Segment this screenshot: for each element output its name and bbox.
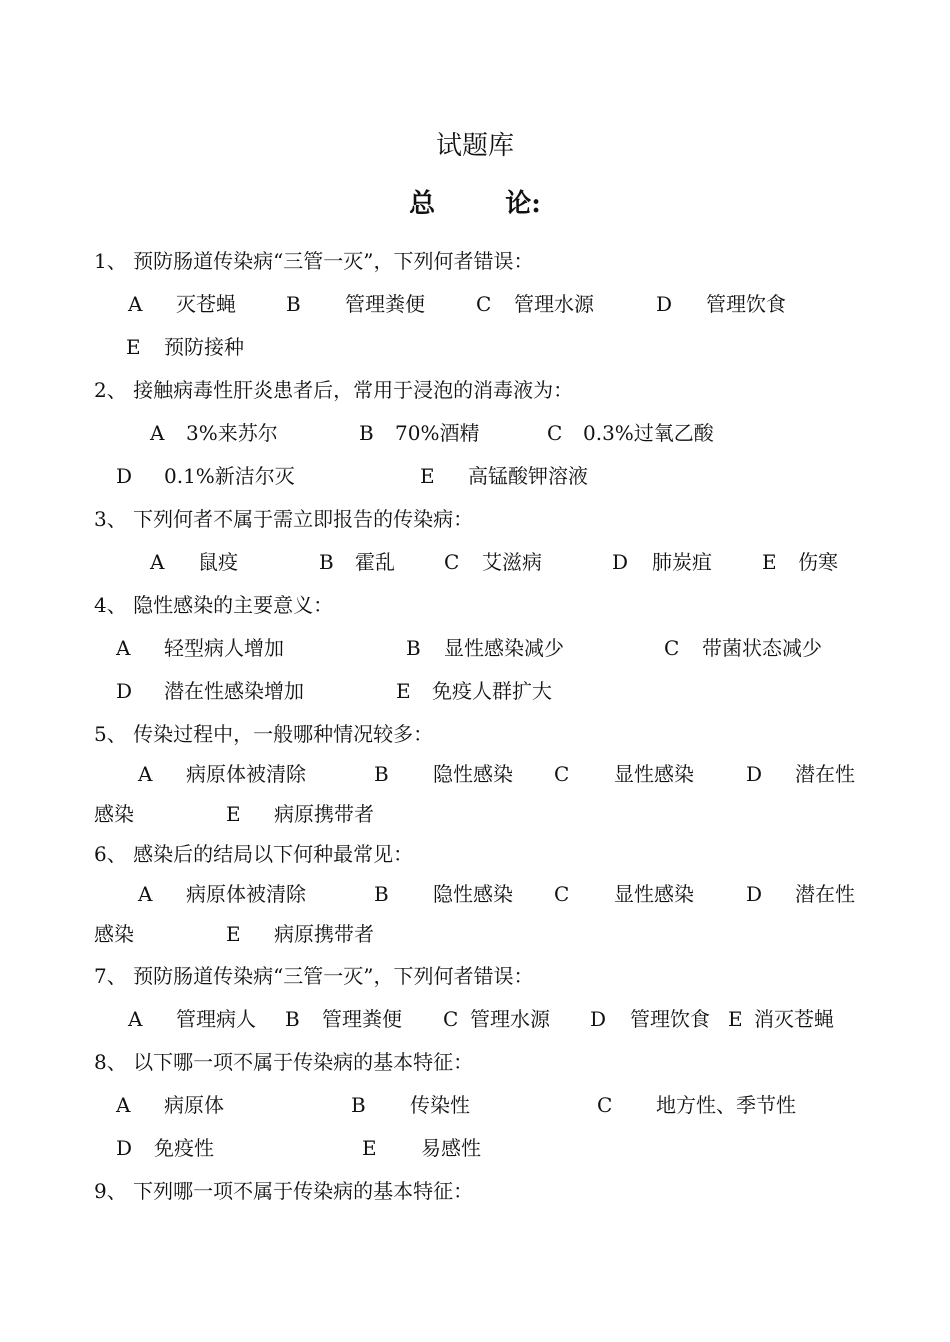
q2-option-d-letter: D — [116, 464, 133, 488]
q2-option-e-letter: E — [420, 464, 435, 488]
document-title: 试题库 — [435, 131, 514, 161]
question-9-stem: 9、 下列哪一项不属于传染病的基本特征： — [94, 1179, 474, 1203]
q4-option-d-text: 潜在性感染增加 — [164, 679, 304, 703]
section-heading-right: 论: — [505, 189, 541, 219]
q1-option-a-letter: A — [128, 292, 143, 316]
q3-option-e-letter: E — [762, 550, 777, 574]
q7-option-b-letter: B — [285, 1007, 300, 1031]
q4-option-a-text: 轻型病人增加 — [164, 636, 284, 660]
q8-option-b-letter: B — [351, 1093, 366, 1117]
q4-option-e-text: 免疫人群扩大 — [432, 679, 552, 703]
q7-option-d-letter: D — [590, 1007, 607, 1031]
q2-option-a-letter: A — [150, 421, 165, 445]
q6-option-b-letter: B — [374, 882, 389, 906]
question-4-stem: 4、 隐性感染的主要意义： — [94, 593, 334, 617]
q6-option-c-text: 显性感染 — [614, 882, 694, 906]
q2-option-c-text: 0.3%过氧乙酸 — [583, 421, 714, 445]
q6-option-a-letter: A — [138, 882, 153, 906]
q2-option-b-text: 70%酒精 — [395, 421, 480, 445]
q2-option-e-text: 高锰酸钾溶液 — [468, 464, 588, 488]
q8-option-d-text: 免疫性 — [154, 1136, 214, 1160]
q1-option-e-text: 预防接种 — [164, 335, 244, 359]
q4-option-e-letter: E — [396, 679, 411, 703]
q7-option-c-letter: C — [443, 1007, 459, 1031]
question-6-stem: 6、 感染后的结局以下何种最常见： — [94, 842, 414, 866]
q4-option-c-text: 带菌状态减少 — [702, 636, 822, 660]
q5-option-a-letter: A — [138, 762, 153, 786]
q5-option-b-letter: B — [374, 762, 389, 786]
question-1-stem: 1、 预防肠道传染病“三管一灭”，下列何者错误： — [94, 249, 534, 273]
q5-option-b-text: 隐性感染 — [433, 762, 513, 786]
q1-option-a-text: 灭苍蝇 — [176, 292, 236, 316]
q2-option-d-text: 0.1%新洁尔灭 — [164, 464, 295, 488]
q6-option-a-text: 病原体被清除 — [186, 882, 306, 906]
question-8-stem: 8、 以下哪一项不属于传染病的基本特征： — [94, 1050, 474, 1074]
question-3-stem: 3、 下列何者不属于需立即报告的传染病： — [94, 507, 474, 531]
q1-option-c-text: 管理水源 — [514, 292, 594, 316]
q5-option-d-text: 潜在性 — [795, 762, 855, 786]
q3-option-b-letter: B — [319, 550, 334, 574]
q8-option-a-letter: A — [116, 1093, 131, 1117]
q7-option-e-text: 消灭苍蝇 — [754, 1007, 834, 1031]
q1-option-d-text: 管理饮食 — [706, 292, 786, 316]
q6-option-c-letter: C — [554, 882, 570, 906]
q5-option-c-text: 显性感染 — [614, 762, 694, 786]
section-heading — [0, 189, 950, 219]
q5-option-e-letter: E — [226, 802, 241, 826]
q1-option-b-text: 管理粪便 — [345, 292, 425, 316]
question-7-stem: 7、 预防肠道传染病“三管一灭”，下列何者错误： — [94, 964, 534, 988]
q8-option-d-letter: D — [116, 1136, 133, 1160]
q3-option-a-letter: A — [150, 550, 165, 574]
q4-option-d-letter: D — [116, 679, 133, 703]
q6-option-b-text: 隐性感染 — [433, 882, 513, 906]
q4-option-a-letter: A — [116, 636, 131, 660]
q8-option-b-text: 传染性 — [410, 1093, 470, 1117]
q1-option-c-letter: C — [476, 292, 492, 316]
question-5-stem: 5、 传染过程中，一般哪种情况较多： — [94, 722, 434, 746]
question-2-stem: 2、 接触病毒性肝炎患者后，常用于浸泡的消毒液为： — [94, 378, 574, 402]
q5-option-c-letter: C — [554, 762, 570, 786]
q1-option-e-letter: E — [126, 335, 141, 359]
q1-option-d-letter: D — [656, 292, 673, 316]
q8-option-e-text: 易感性 — [421, 1136, 481, 1160]
q2-option-c-letter: C — [547, 421, 563, 445]
q6-option-d-text-cont: 感染 — [94, 922, 134, 946]
q5-option-a-text: 病原体被清除 — [186, 762, 306, 786]
q4-option-c-letter: C — [664, 636, 680, 660]
q3-option-c-letter: C — [444, 550, 460, 574]
q7-option-b-text: 管理粪便 — [322, 1007, 402, 1031]
q6-option-e-text: 病原携带者 — [274, 922, 374, 946]
q1-option-b-letter: B — [286, 292, 301, 316]
q7-option-a-text: 管理病人 — [176, 1007, 256, 1031]
q3-option-a-text: 鼠疫 — [198, 550, 238, 574]
q8-option-e-letter: E — [362, 1136, 377, 1160]
q2-option-b-letter: B — [359, 421, 374, 445]
q4-option-b-text: 显性感染减少 — [444, 636, 564, 660]
q5-option-d-text-cont: 感染 — [94, 802, 134, 826]
q5-option-d-letter: D — [746, 762, 763, 786]
q8-option-a-text: 病原体 — [164, 1093, 224, 1117]
q7-option-d-text: 管理饮食 — [630, 1007, 710, 1031]
q6-option-e-letter: E — [226, 922, 241, 946]
q7-option-c-text: 管理水源 — [470, 1007, 550, 1031]
q4-option-b-letter: B — [406, 636, 421, 660]
q2-option-a-text: 3%来苏尔 — [186, 421, 278, 445]
q7-option-a-letter: A — [128, 1007, 143, 1031]
q3-option-b-text: 霍乱 — [355, 550, 395, 574]
q3-option-e-text: 伤寒 — [798, 550, 838, 574]
q6-option-d-text: 潜在性 — [795, 882, 855, 906]
q8-option-c-letter: C — [597, 1093, 613, 1117]
q7-option-e-letter: E — [728, 1007, 743, 1031]
q8-option-c-text: 地方性、季节性 — [656, 1093, 796, 1117]
q3-option-d-text: 肺炭疽 — [652, 550, 712, 574]
q3-option-c-text: 艾滋病 — [482, 550, 542, 574]
q3-option-d-letter: D — [612, 550, 629, 574]
q5-option-e-text: 病原携带者 — [274, 802, 374, 826]
section-heading-left: 总 — [409, 189, 436, 219]
q6-option-d-letter: D — [746, 882, 763, 906]
